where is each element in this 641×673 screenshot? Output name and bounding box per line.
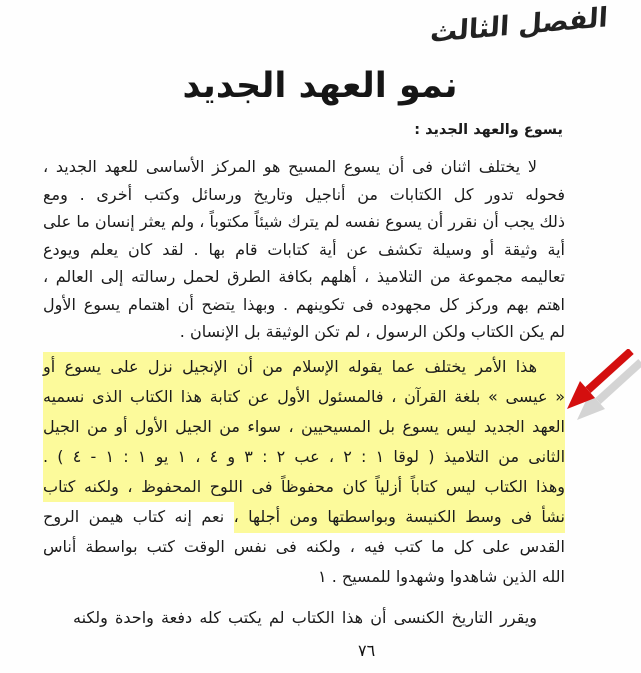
paragraph-islam-gospel xyxy=(43,352,565,592)
highlighted-line: « عيسى » بلغة القرآن ، فالمسئول الأول عن كتابة هذا الكتاب الذى نسميه xyxy=(43,382,565,412)
highlighted-line: العهد الجديد ليس يسوع بل المسيحيين ، سواء من الجيل الأول أو من الجيل xyxy=(43,412,565,442)
paragraph-jesus-nt xyxy=(43,153,565,346)
paragraph-line: نعم إنه كتاب هيمن الروح xyxy=(43,507,225,526)
highlight-annotation: نشأ فى وسط الكنيسة وبواسطتها ومن أجلها ، xyxy=(234,499,565,533)
paragraph-line: الله الذين شاهدوا وشهدوا للمسيح . ١ xyxy=(318,567,565,586)
paragraph-line: القدس على كل ما كتب فيه ، ولكنه فى نفس الوقت كتب بواسطة أناس xyxy=(43,537,565,556)
paragraph-line: ذلك يجب أن نقرر أن يسوع نفسه لم يترك شيئاً مكتوباً ، ولم يعثر إنسان ما على xyxy=(43,212,565,231)
paragraph-line: تعاليمه مجموعة من التلاميذ ، أهلهم بكافة الطرق لحمل رسالته إلى العالم ، xyxy=(43,267,565,286)
page-title: نمو العهد الجديد xyxy=(182,66,458,106)
highlighted-line: وهذا الكتاب ليس كتاباً أزلياً كان محفوظاً فى اللوح المحفوظ ، ولكنه كتاب xyxy=(43,472,565,502)
paragraph-line: اهتم بهم وركز كل مجهوده فى تكوينهم . وبهذا يتضح أن اهتمام يسوع الأول xyxy=(43,294,565,314)
section-heading: يسوع والعهد الجديد : xyxy=(414,122,563,138)
highlighted-line: الثانى من التلاميذ ( لوقا ١ : ٢ ، عب ٢ : ٣ و ٤ ، ١ يو ١ : ١ - ٤ ) . xyxy=(43,442,565,472)
paragraph-line: ويقرر التاريخ الكنسى أن هذا الكتاب لم يكتب كله دفعة واحدة ولكنه xyxy=(73,608,537,627)
paragraph-line: أية وثيقة أو وسيلة تكشف عن أية كتابات قام بها . لقد كان يعلم ويودع xyxy=(43,239,565,259)
partially-highlighted-line xyxy=(43,502,565,532)
paragraph-church-history xyxy=(43,604,565,632)
page-number: ٧٦ xyxy=(358,641,376,660)
highlighted-line: هذا الأمر يختلف عما يقوله الإسلام من أن الإنجيل نزل على يسوع أو xyxy=(43,352,565,382)
paragraph-line: لم يكن الكتاب ولكن الرسول ، لم تكن الوثيقة بل الإنسان . xyxy=(179,322,565,341)
chapter-calligraphy: الفصل الثالث xyxy=(429,2,609,49)
paragraph-line: فحوله تدور كل الكتابات من أناجيل وتاريخ ورسائل وكتب أخرى . ومع xyxy=(43,184,565,204)
red-arrow-icon xyxy=(551,349,641,431)
paragraph-line: لا يختلف اثنان فى أن يسوع المسيح هو المركز الأساسى للعهد الجديد ، xyxy=(43,157,537,176)
